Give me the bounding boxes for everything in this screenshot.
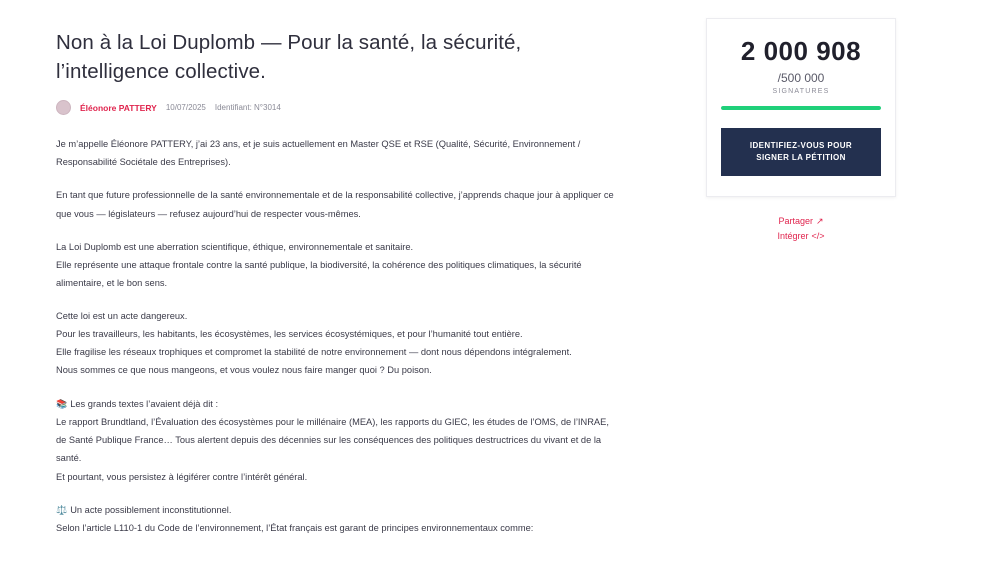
page-title: Non à la Loi Duplomb — Pour la santé, la sécurité, l’intelligence collective. (56, 31, 522, 84)
paragraph-3: La Loi Duplomb est une aberration scientifique, éthique, environnementale et sanitaire. Elle représente une attaque frontale contre la santé publique, la biodiversité, la cohérence des politiques climatiques, la sécurité alimentaire, et le bon sens. (56, 241, 582, 288)
signatures-label: SIGNATURES (772, 87, 830, 95)
publish-date: 10/07/2025 (165, 103, 206, 113)
petition-identifier: Identifiant: N°3014 (214, 103, 281, 113)
author-name[interactable]: Éléonore PATTERY (80, 102, 157, 113)
share-arrow-icon: ↗ (815, 215, 824, 226)
paragraph-4: Cette loi est un acte dangereux. Pour les travailleurs, les habitants, les écosystèmes, les services écosystémiques, et pour l’humanité tout entière. Elle fragilise les réseaux trophiques et compromet la stabilité de notre environnement — dont nous dépendons intégralement. Nous sommes ce que nous mangeons, et vous voulez nous faire manger quoi ? Du poison. (56, 311, 572, 376)
share-label: Partager (778, 215, 813, 226)
petition-article (56, 28, 616, 552)
scales-icon: ⚖️ (56, 504, 68, 515)
code-icon: </> (811, 231, 825, 242)
signature-count: 2 000 908 (740, 36, 862, 66)
avatar (56, 100, 71, 115)
byline (56, 100, 616, 115)
progress-bar (721, 106, 881, 110)
paragraph-6-text: Un acte possiblement inconstitutionnel. Selon l’article L110-1 du Code de l’environnement, l’État français est garant de principes environnementaux comme: (56, 504, 534, 534)
share-links (706, 214, 896, 246)
progress-bar-fill (721, 106, 881, 110)
sign-button-line2: SIGNER LA PÉTITION (756, 152, 846, 162)
paragraph-5-text: Les grands textes l’avaient déjà dit : Le rapport Brundtland, l’Évaluation des écosystèmes pour le millénaire (MEA), les rapports du GIEC, les études de l’OMS, de l’INRAE, de Santé Publique France… Tous alertent depuis des décennies sur les conséquences des politiques destructrices du vivant et de la santé. Et pourtant, vous persistez à légiférer contre l’intérêt général. (56, 398, 609, 482)
petition-body (56, 135, 616, 537)
embed-link[interactable] (706, 229, 896, 245)
signature-sidebar (706, 18, 896, 245)
signature-goal: /500 000 (777, 70, 825, 85)
paragraph-5 (56, 395, 616, 486)
embed-label: Intégrer (777, 231, 809, 242)
sign-button-line1: IDENTIFIEZ-VOUS POUR (749, 140, 853, 150)
paragraph-6 (56, 501, 616, 538)
paragraph-1: Je m’appelle Éléonore PATTERY, j’ai 23 ans, et je suis actuellement en Master QSE et RSE (Qualité, Sécurité, Environnement / Responsabilité Sociétale des Entreprises). (56, 139, 581, 168)
paragraph-2: En tant que future professionnelle de la santé environnementale et de la responsabilité collective, j’apprends chaque jour à appliquer ce que vous — législateurs — refusez aujourd’hui de respecter vous-mêmes. (56, 190, 614, 219)
share-link[interactable] (706, 214, 896, 230)
sign-petition-button[interactable] (721, 128, 881, 176)
signature-card (706, 18, 896, 197)
books-icon: 📚 (56, 398, 68, 409)
